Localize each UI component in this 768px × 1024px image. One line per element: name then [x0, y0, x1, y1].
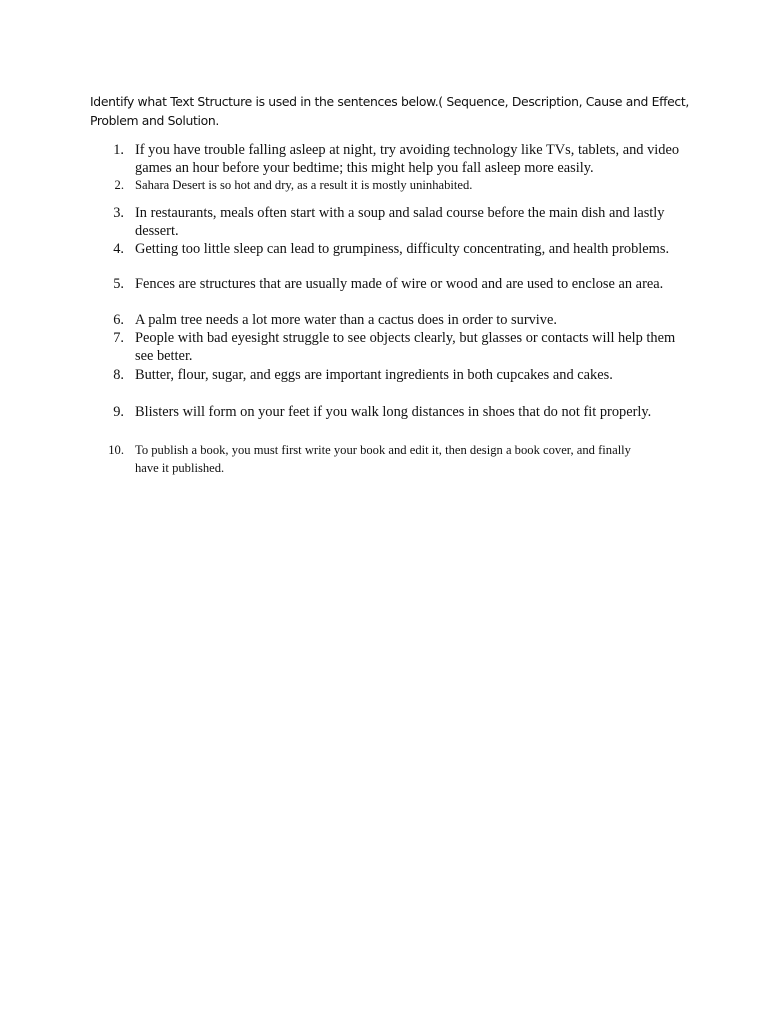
instructions-text: Identify what Text Structure is used in the sentences below.( Sequence, Description, Cause and Effect, Problem and Solution.	[90, 94, 689, 128]
question-number: 3.	[113, 205, 124, 221]
question-text: In restaurants, meals often start with a soup and salad course before the main dish and lastly dessert.	[135, 205, 665, 239]
question-text: Fences are structures that are usually made of wire or wood and are used to enclose an area.	[135, 276, 664, 292]
question-number: 1.	[113, 142, 124, 158]
question-text: Sahara Desert is so hot and dry, as a result it is mostly uninhabited.	[135, 178, 473, 192]
question-text: If you have trouble falling asleep at night, try avoiding technology like TVs, tablets, and video games an hour before your bedtime; this might help you fall asleep more easily.	[135, 142, 680, 176]
question-text: To publish a book, you must first write your book and edit it, then design a book cover, and finally have it published.	[135, 443, 631, 475]
question-number: 6.	[113, 312, 124, 328]
question-number: 5.	[113, 276, 124, 292]
question-text: Blisters will form on your feet if you walk long distances in shoes that do not fit properly.	[135, 404, 652, 420]
question-number: 9.	[113, 404, 124, 420]
question-text: People with bad eyesight struggle to see objects clearly, but glasses or contacts will help them see better.	[135, 330, 676, 364]
question-number: 4.	[113, 241, 124, 257]
question-number: 7.	[113, 330, 124, 346]
question-text: Butter, flour, sugar, and eggs are important ingredients in both cupcakes and cakes.	[135, 367, 613, 383]
question-text: Getting too little sleep can lead to grumpiness, difficulty concentrating, and health problems.	[135, 241, 670, 257]
question-number: 2.	[114, 178, 124, 192]
question-number: 10.	[108, 443, 124, 457]
question-number: 8.	[113, 367, 124, 383]
question-text: A palm tree needs a lot more water than a cactus does in order to survive.	[135, 312, 557, 328]
